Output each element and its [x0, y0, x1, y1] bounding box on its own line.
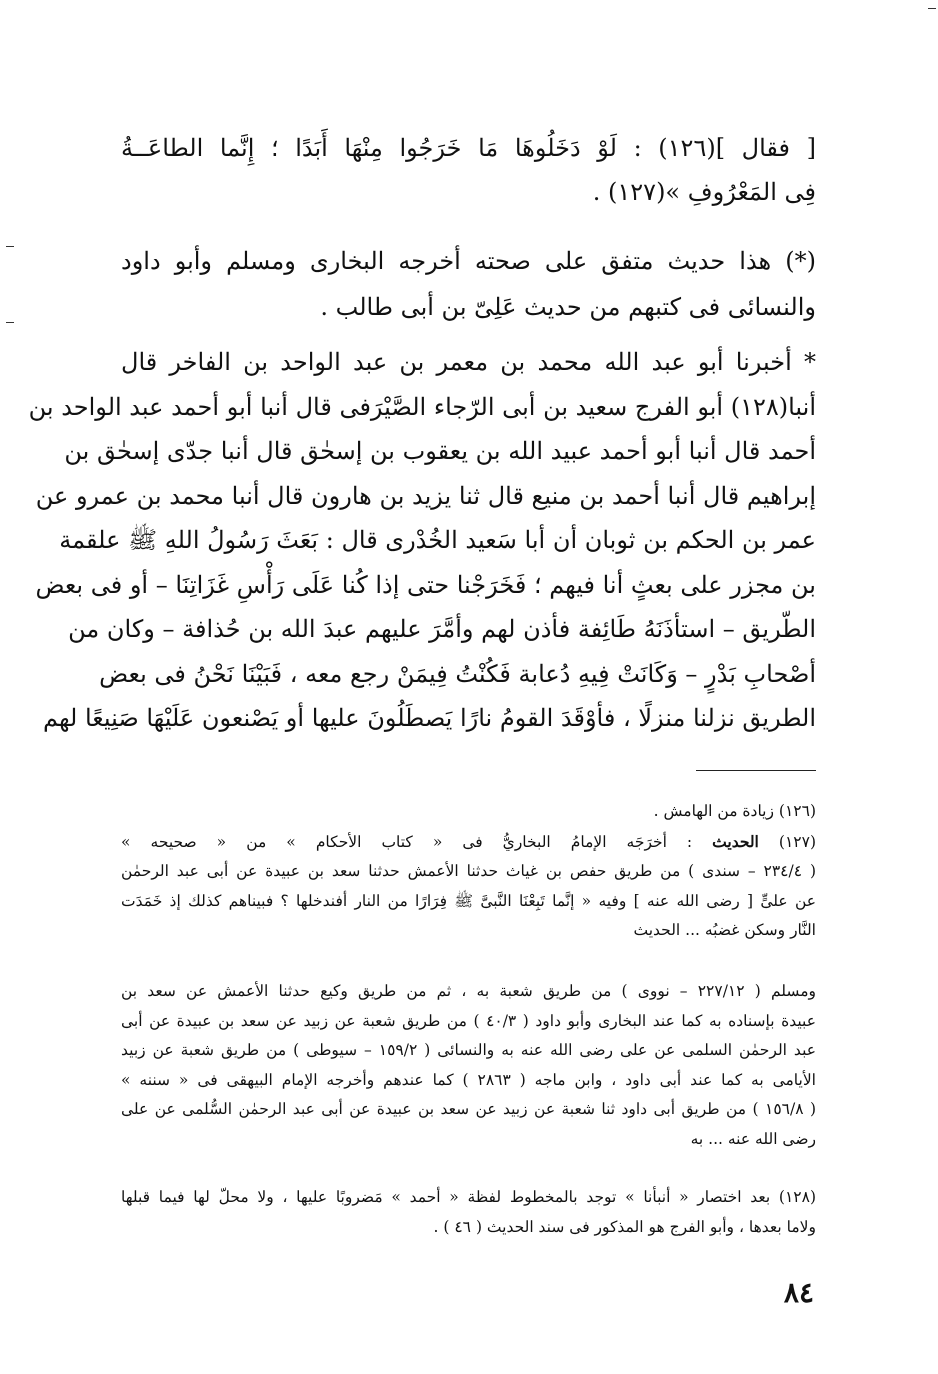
- footnote-line: (١٢٨) بعد اختصار « أنبأنا » توجد بالمخطوط لفظة « أحمد » مَضروبًا عليها ، ولا محلّ لها فيما قبلها: [121, 1188, 816, 1206]
- footnote-line: رضى الله عنه ... به: [690, 1129, 816, 1148]
- margin-mark: [928, 8, 936, 9]
- text-line: أصْحابِ بَدْرٍ – وَكَانَتْ فِيهِ دُعابة فَكُنْتُ فِيمَنْ رجع معه ، فَبَيْنَا نَحْنُ فى بعض: [99, 659, 816, 688]
- footnote-divider: [696, 770, 816, 771]
- text-line: أحمد قال أنبا أبو أحمد عبيد الله بن يعقوب بن إسحٰق قال أنبا جدّى إسحٰق بن: [64, 437, 816, 465]
- text-line: عمر بن الحكم بن ثوبان أن أبا سَعيد الخُدْرى قال : بَعَثَ رَسُولُ اللهِ ﷺ علقمة: [59, 526, 816, 554]
- footnote-line: عن علىٍّ [ رضى الله عنه ] وفيه « إنَّما تَبِعْنَا النَّبىَّ ﷺ فِرَارًا من النار أفندخلها ؟ فبيناهم كذلك إذ خَمَدَت: [121, 891, 816, 910]
- footnote-line: ومسلم ( ٢٢٧/١٢ – نووى ) من طريق شعبة به ، ثم من طريق وكيع حدثنا الأعمش عن سعد بن: [121, 982, 817, 1000]
- footnote-line: الأيامى به كما عند أبى داود ، وابن ماجه ( ٢٨٦٣ ) كما عندهم وأخرجه الإمام البيهقى فى « سننه »: [121, 1070, 816, 1089]
- footnote-line: ولاما بعدها ، وأبو الفرج هو المذكور فى سند الحديث ( ٤٦ ) .: [433, 1217, 816, 1236]
- text-line: الطّريق – استأذَنَهُ طَائِفة فأذن لهم وأمَّرَ عليهم عبدَ الله بن حُذافة – وكان من: [68, 615, 816, 643]
- footnote-128: [121, 1183, 816, 1242]
- footnote-line: ( ١٥٦/٨ ) من طريق أبى داود ثنا شعبة عن زبيد عن سعد بن عبيدة عن أبى عبد الرحمٰن السُّلمى عن على: [121, 1100, 816, 1118]
- footnote-keyword: الحديث: [712, 831, 759, 851]
- footnote-line: (١٢٦) زيادة من الهامش .: [653, 802, 816, 820]
- margin-mark: [6, 246, 14, 247]
- text-line: فِى المَعْرُوفِ »(١٢٧) .: [592, 178, 816, 206]
- text-line: [ فقال ](١٢٦) : لَوْ دَخَلُوهَا مَا خَرَجُوا مِنْهَا أَبَدًا ؛ إِنَّما الطاعَــةُ: [121, 134, 816, 162]
- footnotes-126-127: [121, 797, 816, 946]
- margin-mark: [6, 322, 14, 323]
- text-line: (*) هذا حديث متفق على صحته أخرجه البخارى ومسلم وأبو داود: [121, 247, 816, 275]
- footnote-line: ( ٢٣٤/٤ – سندى ) من طريق حفص بن غياث حدثنا الأعمش حدثنا سعد بن عبيدة عن أبى عبد الرحمٰن: [121, 862, 816, 880]
- text-line: والنسائى فى كتبهم من حديث عَلِىّ بن أبى طالب .: [320, 293, 816, 321]
- footnote-line: عبد الرحمٰن السلمى عن على رضى الله عنه به والنسائى ( ١٥٩/٢ – سيوطى ) من طريق شعبة عن زبيد: [121, 1041, 816, 1059]
- footnote-line: (١٢٧) الحديث : أخرَجَه الإمامُ البخاريُّ فى « كتاب الأحكام » من « صحيحه »: [121, 831, 816, 851]
- footnote-line: عبيدة بإسناده به كما عند البخارى وأبو داود ( ٤٠/٣ ) من طريق شعبة عن زبيد عن سعد بن عبيدة عن أبى: [121, 1011, 816, 1030]
- text-line: بن مجزر على بعثٍ أنا فيهم ؛ فَخَرَجْنا حتى إذا كُنا عَلَى رَأْسِ غَزَاتِنَا – أو فى بعض: [35, 570, 816, 599]
- footnote-line: النَّار وسكن غضبُه ... الحديث: [633, 921, 816, 939]
- text-line: إبراهيم قال أنبا أحمد بن منيع قال ثنا يزيد بن هارون قال أنبا محمد بن عمرو عن: [35, 481, 816, 510]
- page-number: ٨٤: [783, 1276, 814, 1309]
- verse-block: [121, 126, 816, 214]
- comment-block: [121, 238, 816, 330]
- text-line: * أخبرنا أبو عبد الله محمد بن معمر بن عبد الواحد بن الفاخر قال: [121, 348, 816, 376]
- text-line: الطريق نزلنا منزلًا ، فأوْقَدَ القومُ نارًا يَصطَلُونَ عليها أو يَصْنعون عَلَيْهَا صَنِيعًا لهم: [42, 704, 816, 732]
- footnote-127-continued: [121, 977, 816, 1154]
- text-line: أنبا(١٢٨) أبو الفرج سعيد بن أبى الرّجاء الصَّيْرَفى قال أنبا أبو أحمد عبد الواحد بن: [28, 392, 816, 421]
- hadith-block: [28, 340, 816, 741]
